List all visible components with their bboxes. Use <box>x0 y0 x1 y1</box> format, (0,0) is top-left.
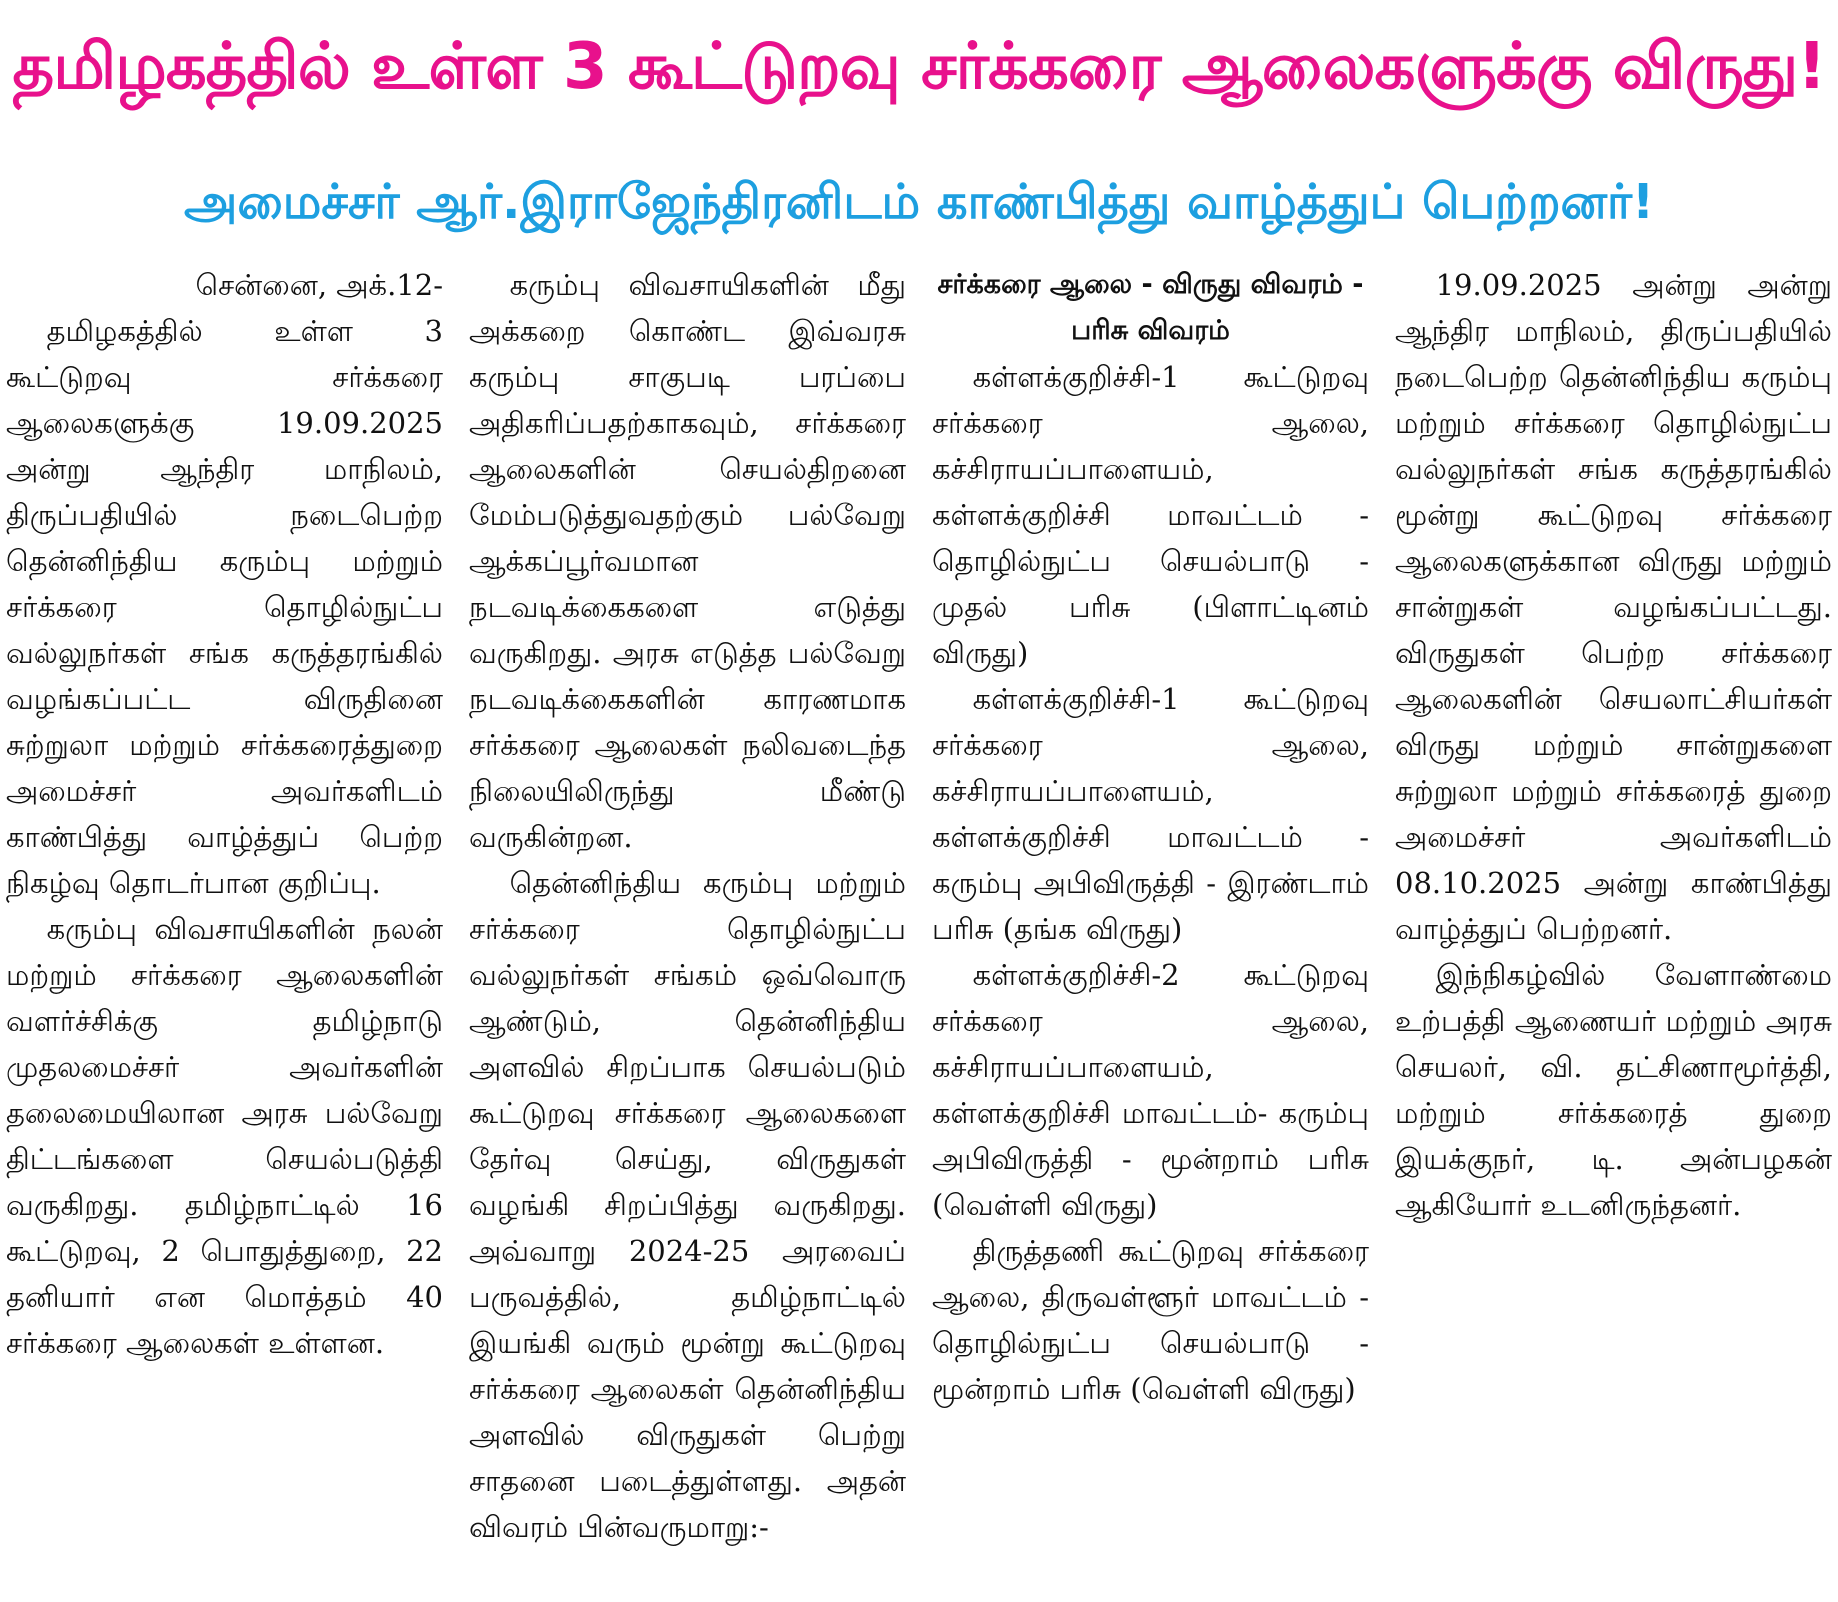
award-item: கள்ளக்குறிச்சி-1 கூட்டுறவு சர்க்கரை ஆலை, கச்சிராயப்பாளையம், கள்ளக்குறிச்சி மாவட்டம் - தொழில்நுட்ப செயல்பாடு - முதல் பரிசு (பிளாட்டினம் விருது) <box>932 360 1369 670</box>
subheadline: அமைச்சர் ஆர்.இராஜேந்திரனிடம் காண்பித்து வாழ்த்துப் பெற்றனர்! <box>183 174 1655 230</box>
column-4 <box>1395 262 1832 1596</box>
paragraph: 19.09.2025 அன்று அன்று ஆந்திர மாநிலம், திருப்பதியில் நடைபெற்ற தென்னிந்திய கரும்பு மற்றும் சர்க்கரை தொழில்நுட்ப வல்லுநர்கள் சங்க கருத்தரங்கில் மூன்று கூட்டுறவு சர்க்கரை ஆலைகளுக்கான விருது மற்றும் சான்றுகள் வழங்கப்பட்டது. விருதுகள் பெற்ற சர்க்கரை ஆலைகளின் செயலாட்சியர்கள் விருது மற்றும் சான்றுகளை சுற்றுலா மற்றும் சர்க்கரைத் துறை அமைச்சர் அவர்களிடம் 08.10.2025 அன்று காண்பித்து வாழ்த்துப் பெற்றனர். <box>1395 268 1832 946</box>
awards-heading: சர்க்கரை ஆலை - விருது விவரம் - பரிசு விவரம் <box>937 269 1364 346</box>
award-item: திருத்தணி கூட்டுறவு சர்க்கரை ஆலை, திருவள்ளூர் மாவட்டம் - தொழில்நுட்ப செயல்பாடு - மூன்றாம் பரிசு (வெள்ளி விருது) <box>932 1234 1369 1406</box>
paragraph: கரும்பு விவசாயிகளின் நலன் மற்றும் சர்க்கரை ஆலைகளின் வளர்ச்சிக்கு தமிழ்நாடு முதலமைச்சர் அவர்களின் தலைமையிலான அரசு பல்வேறு திட்டங்களை செயல்படுத்தி வருகிறது. தமிழ்நாட்டில் 16 கூட்டுறவு, 2 பொதுத்துறை, 22 தனியார் என மொத்தம் 40 சர்க்கரை ஆலைகள் உள்ளன. <box>6 912 443 1360</box>
column-3 <box>932 262 1369 1596</box>
paragraph: இந்நிகழ்வில் வேளாண்மை உற்பத்தி ஆணையர் மற்றும் அரசு செயலர், வி. தட்சிணாமூர்த்தி, மற்றும் சர்க்கரைத் துறை இயக்குநர், டி. அன்பழகன் ஆகியோர் உடனிருந்தனர். <box>1395 958 1832 1222</box>
column-1 <box>6 262 443 1596</box>
award-item: கள்ளக்குறிச்சி-2 கூட்டுறவு சர்க்கரை ஆலை, கச்சிராயப்பாளையம், கள்ளக்குறிச்சி மாவட்டம்- கரும்பு அபிவிருத்தி - மூன்றாம் பரிசு (வெள்ளி விருது) <box>932 958 1369 1222</box>
article-body <box>6 262 1832 1596</box>
paragraph: தமிழகத்தில் உள்ள 3 கூட்டுறவு சர்க்கரை ஆலைகளுக்கு 19.09.2025 அன்று ஆந்திர மாநிலம், திருப்பதியில் நடைபெற்ற தென்னிந்திய கரும்பு மற்றும் சர்க்கரை தொழில்நுட்ப வல்லுநர்கள் சங்க கருத்தரங்கில் வழங்கப்பட்ட விருதினை சுற்றுலா மற்றும் சர்க்கரைத்துறை அமைச்சர் அவர்களிடம் காண்பித்து வாழ்த்துப் பெற்ற நிகழ்வு தொடர்பான குறிப்பு. <box>6 314 443 900</box>
paragraph: தென்னிந்திய கரும்பு மற்றும் சர்க்கரை தொழில்நுட்ப வல்லுநர்கள் சங்கம் ஒவ்வொரு ஆண்டும், தென்னிந்திய அளவில் சிறப்பாக செயல்படும் கூட்டுறவு சர்க்கரை ஆலைகளை தேர்வு செய்து, விருதுகள் வழங்கி சிறப்பித்து வருகிறது. அவ்வாறு 2024-25 அரவைப் பருவத்தில், தமிழ்நாட்டில் இயங்கி வரும் மூன்று கூட்டுறவு சர்க்கரை ஆலைகள் தென்னிந்திய அளவில் விருதுகள் பெற்று சாதனை படைத்துள்ளது. அதன் விவரம் பின்வருமாறு:- <box>469 866 906 1544</box>
dateline: சென்னை, அக்.12- <box>195 268 443 302</box>
headline: தமிழகத்தில் உள்ள 3 கூட்டுறவு சர்க்கரை ஆலைகளுக்கு விருது! <box>12 30 1826 104</box>
column-2 <box>469 262 906 1596</box>
paragraph: கரும்பு விவசாயிகளின் மீது அக்கறை கொண்ட இவ்வரசு கரும்பு சாகுபடி பரப்பை அதிகரிப்பதற்காகவும், சர்க்கரை ஆலைகளின் செயல்திறனை மேம்படுத்துவதற்கும் பல்வேறு ஆக்கப்பூர்வமான நடவடிக்கைகளை எடுத்து வருகிறது. அரசு எடுத்த பல்வேறு நடவடிக்கைகளின் காரணமாக சர்க்கரை ஆலைகள் நலிவடைந்த நிலையிலிருந்து மீண்டு வருகின்றன. <box>469 268 906 854</box>
award-item: கள்ளக்குறிச்சி-1 கூட்டுறவு சர்க்கரை ஆலை, கச்சிராயப்பாளையம், கள்ளக்குறிச்சி மாவட்டம் - கரும்பு அபிவிருத்தி - இரண்டாம் பரிசு (தங்க விருது) <box>932 682 1369 946</box>
